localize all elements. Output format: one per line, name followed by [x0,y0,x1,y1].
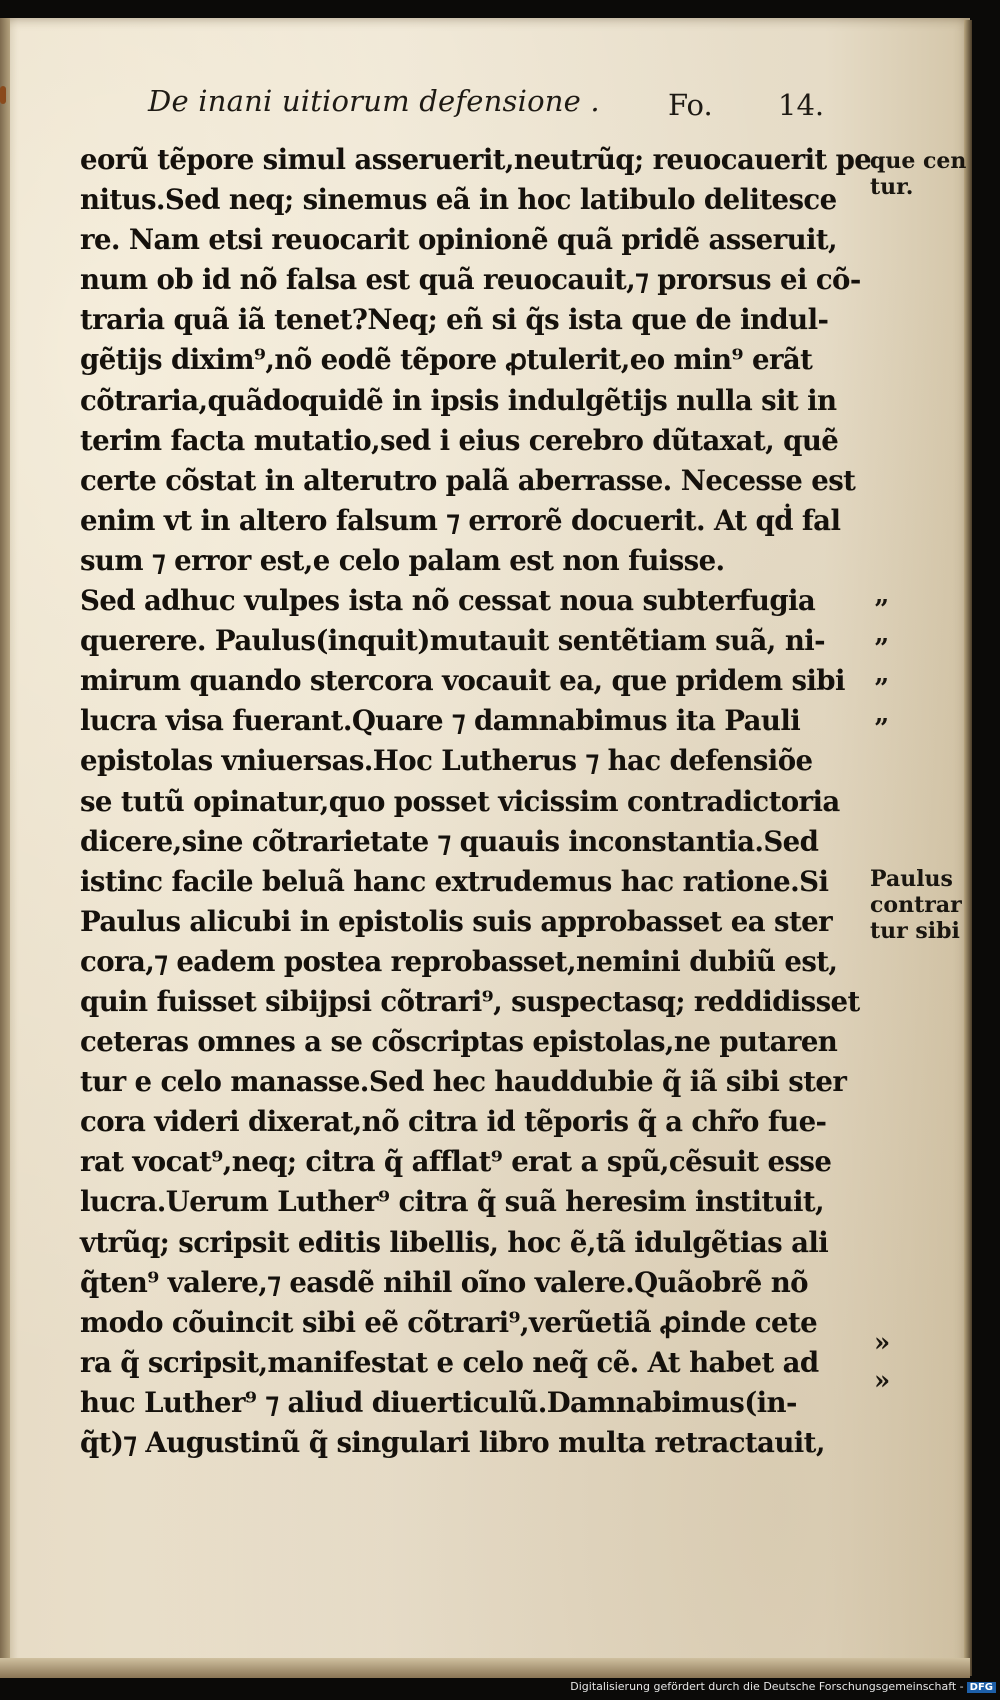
running-head-title: De inani uitiorum defensione . [148,84,600,118]
margin-note-line: tur. [870,174,914,200]
margin-notes [870,140,967,1440]
quotation-marker: ” [874,595,889,625]
folio-number: 14. [778,88,825,122]
text-line: traria quã iã tenet?Neq; eñ si q̃s ista que de indul- [80,303,829,337]
quotation-marker: ” [874,714,889,744]
text-line: certe cõstat in alterutro palã aberrasse. Necesse est [80,463,856,497]
text-line: cora videri dixerat,nõ citra id tẽporis q̃ a chr̃o fue- [80,1105,827,1139]
text-line: ra q̃ scripsit,manifestat e celo neq̃ cẽ. At habet ad [80,1345,819,1379]
text-line: dicere,sine cõtrarietate ⁊ quauis inconstantia.Sed [80,824,819,858]
page-gutter [0,18,10,1676]
body-text-block [80,140,872,1463]
margin-note-line: tur sibi [870,918,960,944]
text-line: gẽtijs dixim⁹,nõ eodẽ tẽpore ꝓtulerit,eo min⁹ erãt [80,343,813,377]
text-line: q̃t)⁊ Augustinũ q̃ singulari libro multa retractauit, [80,1426,825,1459]
dfg-logo: DFG [967,1682,996,1693]
text-line: q̃ten⁹ valere,⁊ easdẽ nihil oĩno valere.Quãobrẽ nõ [80,1265,808,1299]
text-line: enim vt in altero falsum ⁊ errorẽ docuerit. At qḋ fal [80,503,841,537]
text-line: se tutũ opinatur,quo posset vicissim contradictoria [80,784,840,818]
page-bottom-edge [0,1658,970,1678]
digitization-credit [560,1680,996,1698]
text-line: num ob id nõ falsa est quã reuocauit,⁊ prorsus ei cõ- [80,263,861,297]
text-line: terim facta mutatio,sed i eius cerebro dũtaxat, quẽ [80,423,839,457]
page-right-edge [964,20,972,1676]
text-line: quin fuisset sibijpsi cõtrari⁹, suspectasq; reddidisset [80,984,860,1018]
text-line: ceteras omnes a se cõscriptas epistolas,ne putaren [80,1025,838,1059]
text-line: istinc facile beluã hanc extrudemus hac ratione.Si [80,864,829,898]
text-line: rat vocat⁹,neq; citra q̃ afflat⁹ erat a spũ,cẽsuit esse [80,1145,832,1179]
quotation-marker: » [874,1328,891,1358]
text-line: Sed adhuc vulpes ista nõ cessat noua subterfugia [80,584,816,618]
text-line: eorũ tẽpore simul asseruerit,neutrũq; reuocauerit pe [80,143,872,176]
text-line: tur e celo manasse.Sed hec hauddubie q̃ iã sibi ster [80,1065,847,1099]
running-head [148,84,838,132]
text-line: nitus.Sed neq; sinemus eã in hoc latibulo delitesce [80,183,837,217]
text-line: modo cõuincit sibi eẽ cõtrari⁹,verũetiã ꝓinde cete [80,1305,818,1339]
margin-note-line: Paulus [870,866,953,892]
quotation-marker: » [874,1366,891,1396]
margin-note-line: que cen [870,148,967,174]
text-line: Paulus alicubi in epistolis suis approbasset ea ster [80,904,833,938]
text-line: sum ⁊ error est,e celo palam est non fuisse. [80,543,725,577]
text-line: lucra.Uerum Luther⁹ citra q̃ suã heresim instituit, [80,1185,824,1219]
ink-blot-mark [0,86,6,104]
text-line: lucra visa fuerant.Quare ⁊ damnabimus ita Pauli [80,704,801,738]
margin-note-line: contrar [870,892,962,918]
text-line: epistolas vniuersas.Hoc Lutherus ⁊ hac defensiõe [80,744,813,778]
text-line: cõtraria,quãdoquidẽ in ipsis indulgẽtijs nulla sit in [80,383,837,417]
quotation-marker: ” [874,674,889,704]
text-line: vtrũq; scripsit editis libellis, hoc ẽ,tã idulgẽtias ali [80,1225,829,1259]
folio-label: Fo. [668,88,713,122]
text-line: cora,⁊ eadem postea reprobasset,nemini dubiũ est, [80,944,838,978]
credit-text: Digitalisierung gefördert durch die Deutsche Forschungsgemeinschaft - [570,1680,964,1693]
quotation-marker: ” [874,634,889,664]
text-line: mirum quando stercora vocauit ea, que pridem sibi [80,664,845,698]
text-line: querere. Paulus(inquit)mutauit sentẽtiam suã, ni- [80,624,826,658]
text-line: re. Nam etsi reuocarit opinionẽ quã pridẽ asseruit, [80,223,838,257]
text-line: huc Luther⁹ ⁊ aliud diuerticulũ.Damnabimus(in- [80,1385,797,1419]
